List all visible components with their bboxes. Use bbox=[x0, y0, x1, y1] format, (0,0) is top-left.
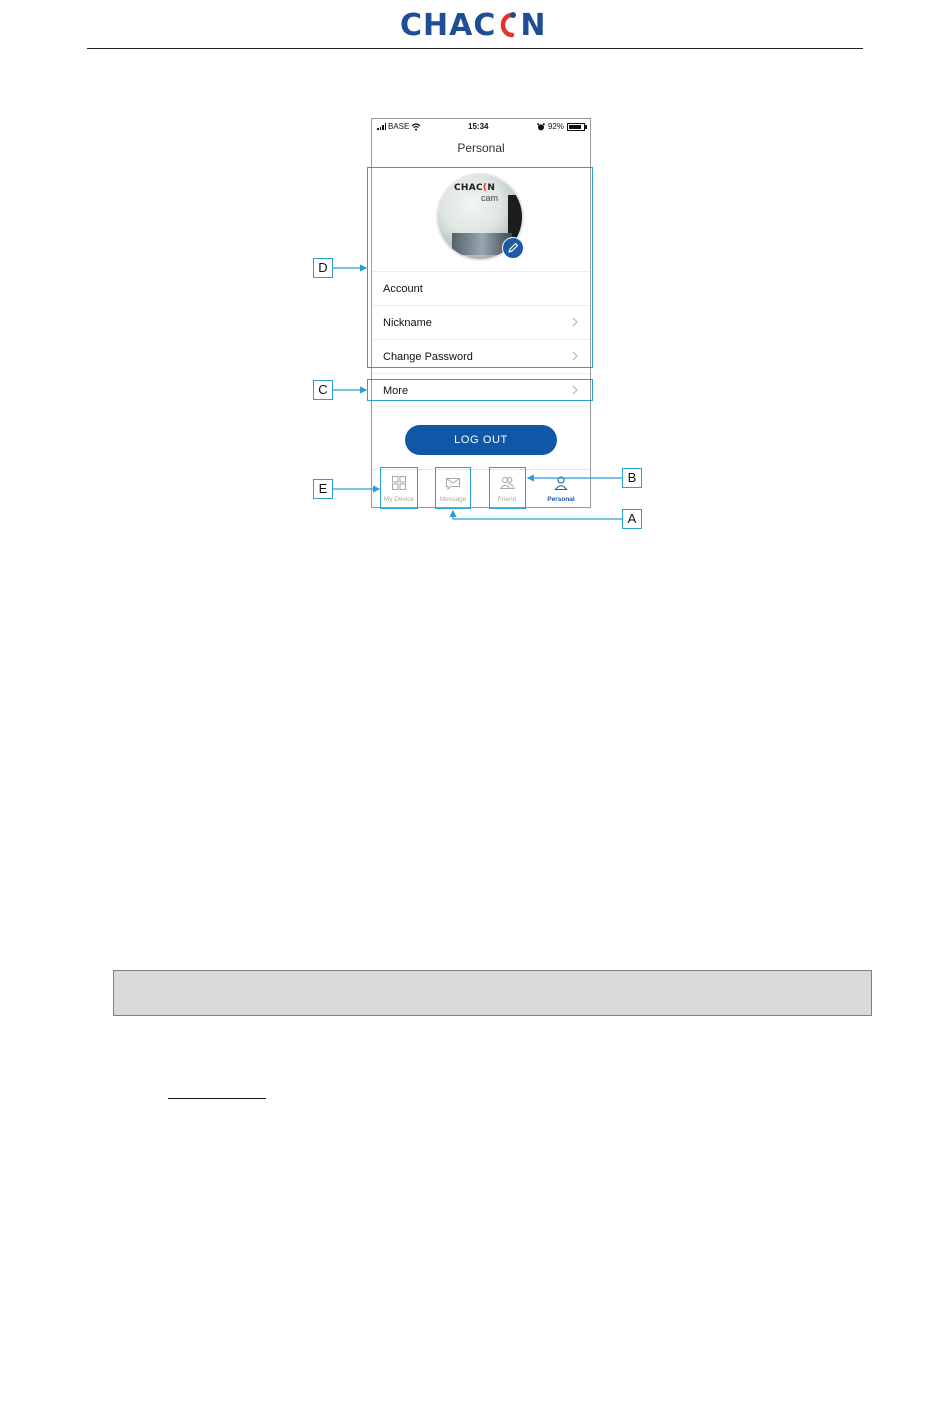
avatar-sub-brand: cam bbox=[481, 193, 499, 203]
logo-text-suffix: N bbox=[520, 7, 547, 43]
change-password-label: Change Password bbox=[383, 351, 473, 363]
callout-label-a: A bbox=[622, 509, 642, 529]
tab-label: Personal bbox=[547, 496, 575, 503]
avatar-brand: CHAC(N bbox=[454, 183, 496, 193]
nickname-label: Nickname bbox=[383, 317, 432, 329]
callout-label-c: C bbox=[313, 380, 333, 400]
tab-label: My Device bbox=[383, 496, 415, 503]
callout-label-d: D bbox=[313, 258, 333, 278]
callout-leader-lines bbox=[0, 0, 950, 560]
screen-title: Personal bbox=[457, 141, 505, 155]
tab-label: Message bbox=[439, 496, 467, 503]
account-label: Account bbox=[383, 283, 423, 295]
logo-text-prefix: CHAC bbox=[400, 7, 497, 43]
more-label: More bbox=[383, 385, 409, 397]
carrier-name: BASE bbox=[388, 122, 410, 131]
callout-label-b: B bbox=[622, 468, 642, 488]
section-underline bbox=[168, 1098, 266, 1099]
logout-button[interactable]: LOG OUT bbox=[405, 425, 557, 455]
status-time: 15:34 bbox=[468, 122, 489, 131]
note-box bbox=[113, 970, 872, 1016]
tab-label: Friend bbox=[497, 496, 517, 503]
battery-percent: 92% bbox=[547, 122, 564, 131]
callout-label-e: E bbox=[313, 479, 333, 499]
